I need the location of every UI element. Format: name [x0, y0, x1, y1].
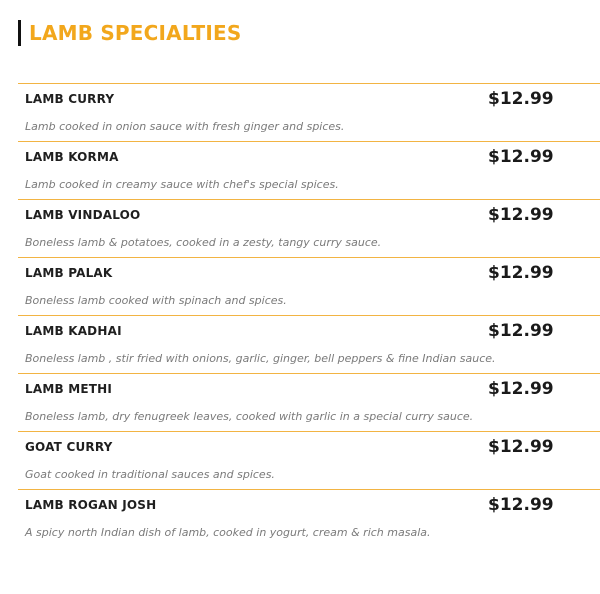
section-title: LAMB SPECIALTIES	[29, 21, 242, 45]
item-name: LAMB ROGAN JOSH	[25, 498, 157, 512]
item-name: LAMB PALAK	[25, 266, 113, 280]
item-description: Lamb cooked in onion sauce with fresh ginger and spices.	[25, 120, 345, 133]
item-price: $12.99	[488, 263, 554, 283]
menu-item	[18, 257, 600, 315]
item-price: $12.99	[488, 379, 554, 399]
menu-item	[18, 373, 600, 431]
item-description: Lamb cooked in creamy sauce with chef's special spices.	[25, 178, 339, 191]
section-header	[18, 20, 241, 46]
item-price: $12.99	[488, 147, 554, 167]
item-name: LAMB KORMA	[25, 150, 119, 164]
item-price: $12.99	[488, 495, 554, 515]
title-accent-bar	[18, 20, 21, 46]
menu-item	[18, 199, 600, 257]
item-name: LAMB CURRY	[25, 92, 115, 106]
item-name: GOAT CURRY	[25, 440, 113, 454]
menu-item	[18, 489, 600, 547]
item-description: Boneless lamb, dry fenugreek leaves, cooked with garlic in a special curry sauce.	[25, 410, 474, 423]
item-price: $12.99	[488, 89, 554, 109]
item-description: Boneless lamb & potatoes, cooked in a zesty, tangy curry sauce.	[25, 236, 382, 249]
item-price: $12.99	[488, 321, 554, 341]
menu-item	[18, 315, 600, 373]
item-name: LAMB KADHAI	[25, 324, 122, 338]
item-name: LAMB VINDALOO	[25, 208, 141, 222]
menu-item	[18, 431, 600, 489]
item-price: $12.99	[488, 205, 554, 225]
menu-list	[18, 83, 600, 547]
item-description: Boneless lamb cooked with spinach and spices.	[25, 294, 287, 307]
menu-item	[18, 141, 600, 199]
item-name: LAMB METHI	[25, 382, 113, 396]
menu-item	[18, 83, 600, 141]
item-price: $12.99	[488, 437, 554, 457]
item-description: Goat cooked in traditional sauces and spices.	[25, 468, 275, 481]
item-description: A spicy north Indian dish of lamb, cooked in yogurt, cream & rich masala.	[25, 526, 431, 539]
item-description: Boneless lamb , stir fried with onions, garlic, ginger, bell peppers & fine Indian sauce.	[25, 352, 496, 365]
